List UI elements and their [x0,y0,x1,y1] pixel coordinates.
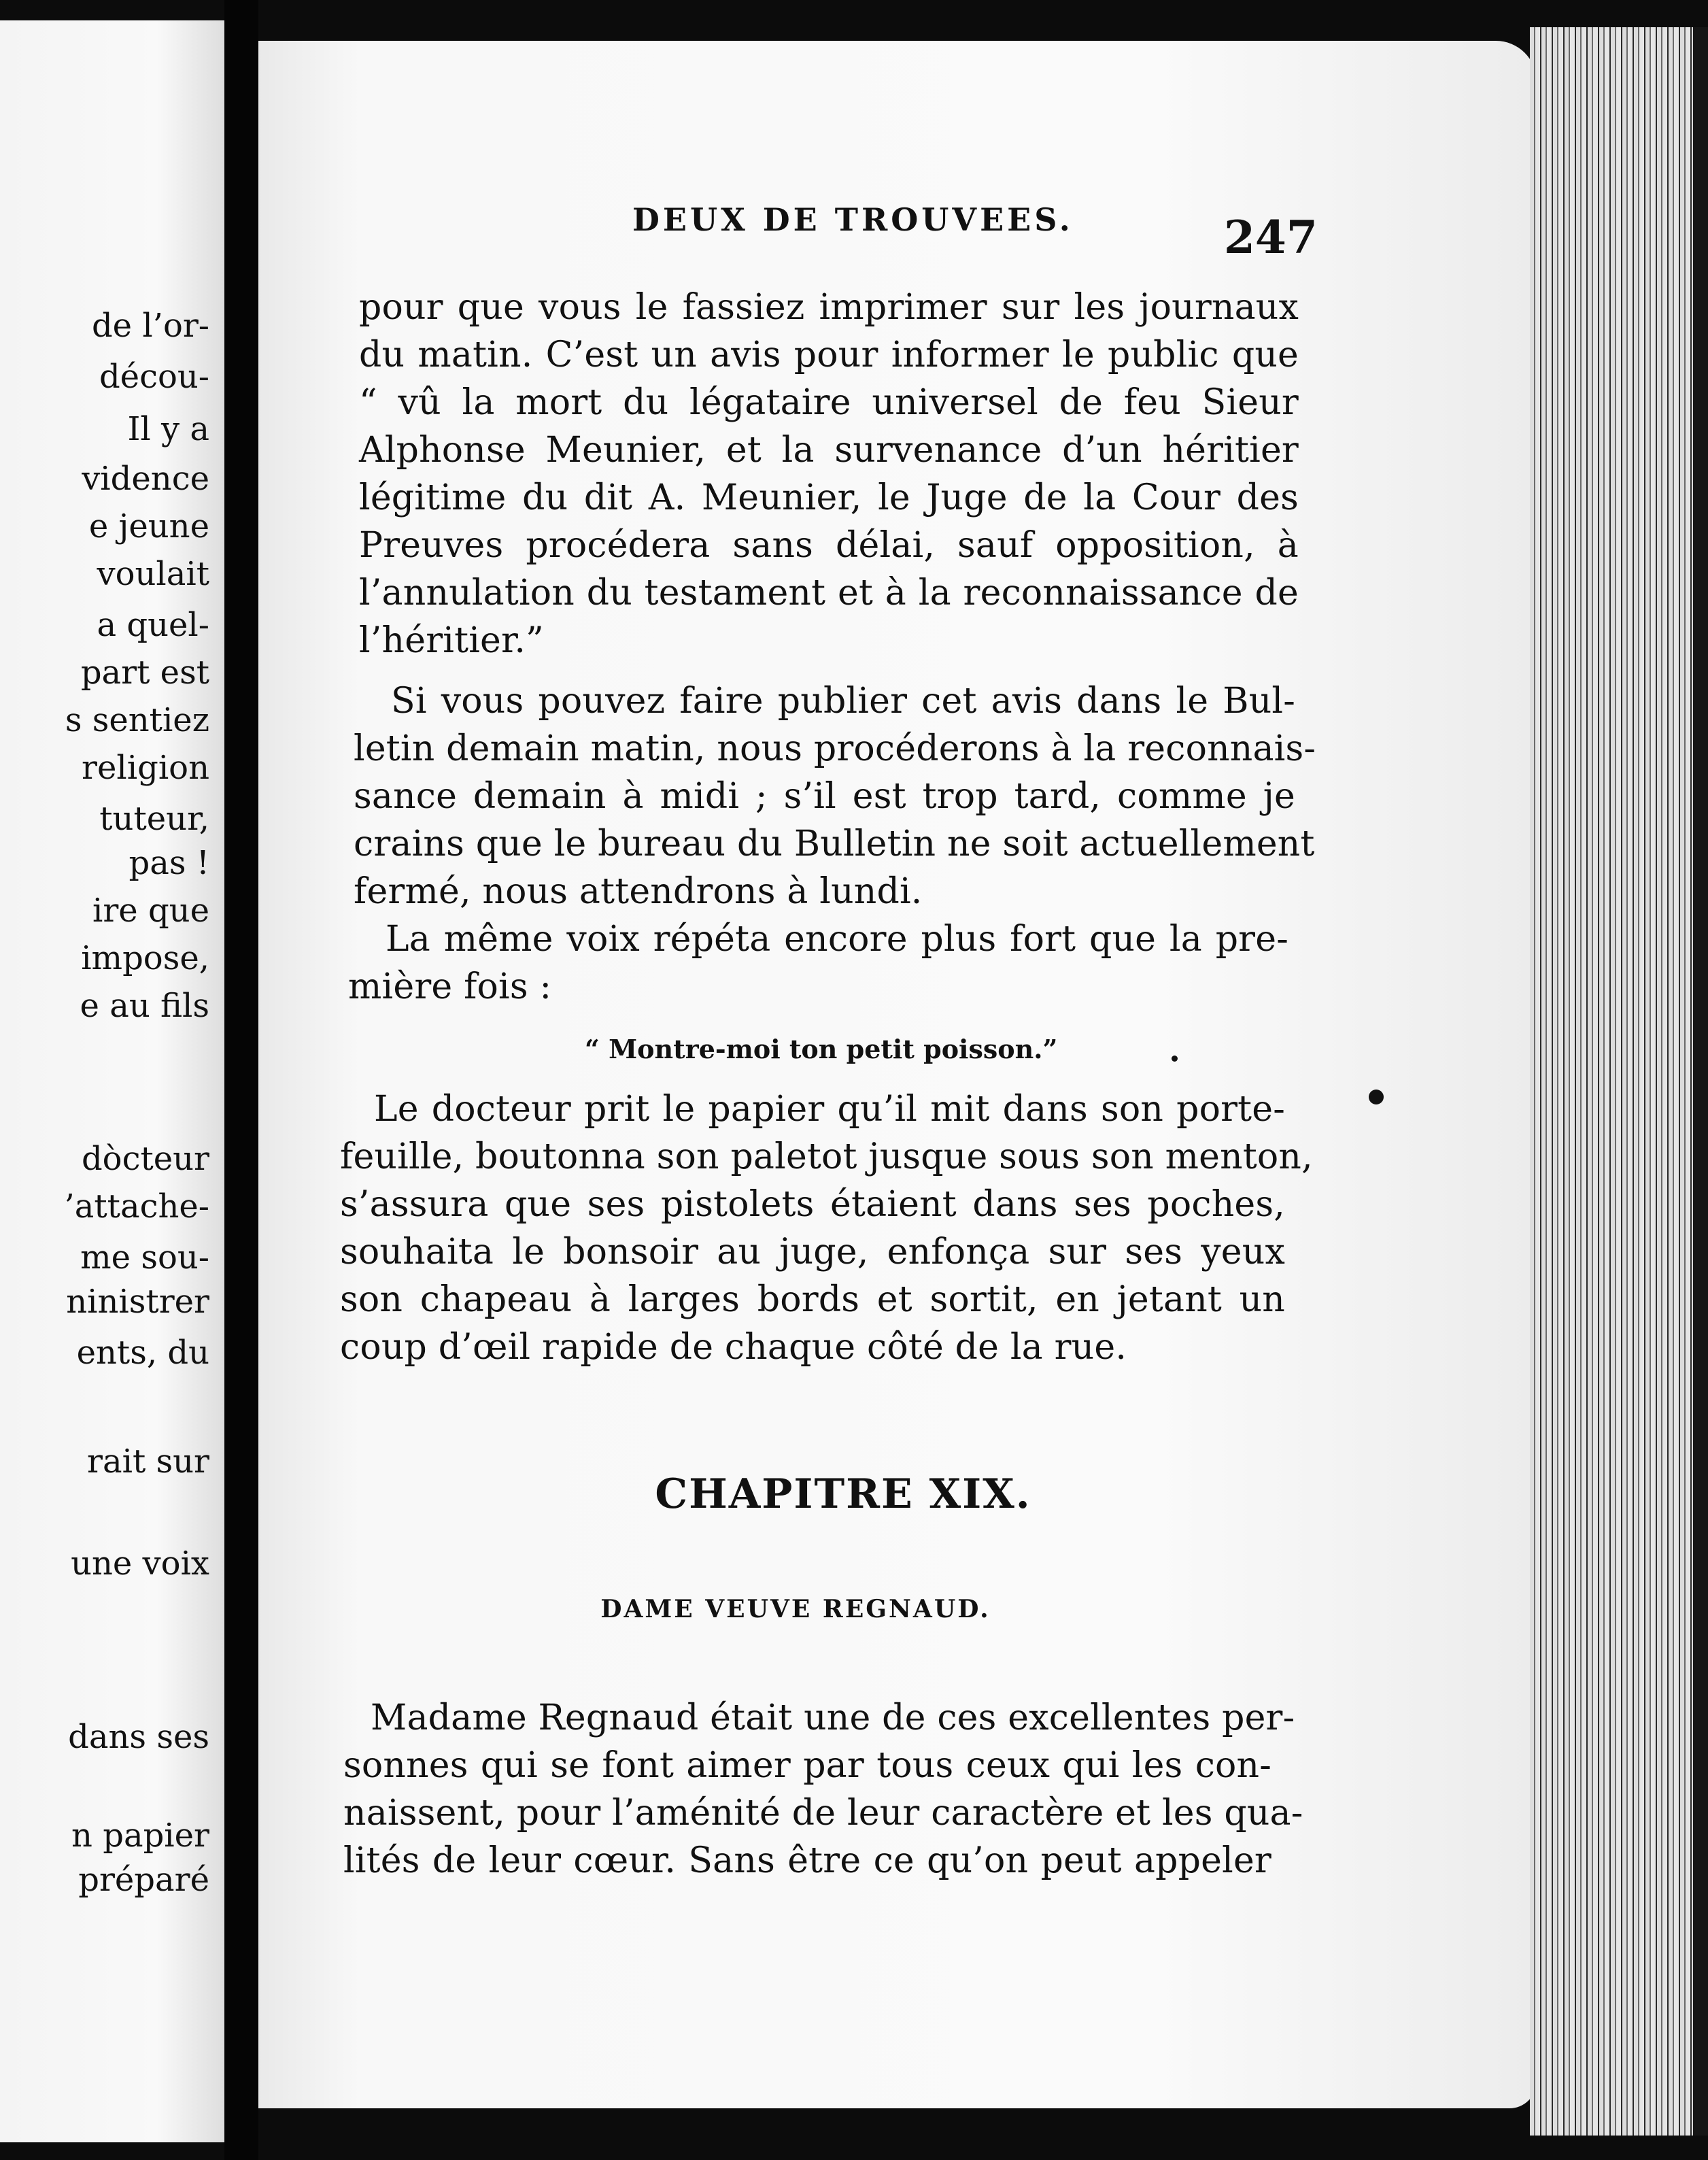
text-line: du matin. C’est un avis pour informer le public que [359,335,1299,375]
text-line: coup d’œil rapide de chaque côté de la rue. [340,1327,1127,1368]
previous-page-line: dòcteur [81,1140,209,1178]
previous-page-line: dans ses [68,1718,209,1756]
text-line: légitime du dit A. Meunier, le Juge de la Cour des [359,477,1299,518]
text-line: souhaita le bonsoir au juge, enfonça sur ses yeux [340,1232,1285,1272]
text-line: Madame Regnaud était une de ces excellentes per- [371,1698,1295,1738]
previous-page-line: de l’or- [91,307,209,345]
chapter-subtitle: DAME VEUVE REGNAUD. [600,1595,991,1623]
previous-page-fragment [0,20,224,2142]
previous-page-line: a quel- [97,606,209,644]
text-line: sonnes qui se font aimer par tous ceux qui les con- [343,1745,1271,1786]
ink-speck [1369,1090,1384,1104]
previous-page-line: me sou- [80,1238,209,1277]
text-line: pour que vous le fassiez imprimer sur les journaux [359,287,1299,328]
previous-page-line: une voix [71,1545,209,1583]
ink-speck [1172,1056,1178,1062]
text-line: Preuves procédera sans délai, sauf opposition, à [359,525,1299,566]
previous-page-line: ire que [92,892,209,930]
text-line: fermé, nous attendrons à lundi. [354,871,923,912]
previous-page-line: e jeune [88,507,209,545]
text-line: son chapeau à larges bords et sortit, en jetant un [340,1279,1285,1320]
previous-page-line: part est [80,654,209,692]
chapter-title: CHAPITRE XIX. [655,1470,1031,1518]
running-header: DEUX DE TROUVEES. [632,201,1074,238]
text-line: l’héritier.” [359,620,544,661]
previous-page-line: vidence [82,460,209,498]
previous-page-line: ninistrer [66,1283,209,1321]
previous-page-line: Il y a [127,410,209,448]
text-line: “ vû la mort du légataire universel de feu Sieur [359,382,1299,423]
previous-page-line: n papier [71,1817,209,1855]
previous-page-line: voulait [97,555,209,593]
text-line: Si vous pouvez faire publier cet avis dans le Bul- [391,681,1295,722]
previous-page-line: e au fils [80,987,209,1025]
text-line: s’assura que ses pistolets étaient dans ses poches, [340,1184,1285,1225]
text-line: letin demain matin, nous procéderons à la reconnais- [354,728,1316,769]
text-line: crains que le bureau du Bulletin ne soit actuellement [354,824,1315,864]
book-gutter [224,0,258,2160]
previous-page-line: pas ! [129,844,209,882]
text-line: feuille, boutonna son paletot jusque sous son menton, [340,1136,1313,1177]
text-line: mière fois : [348,966,552,1007]
page-number: 247 [1224,211,1318,264]
previous-page-line: s sentiez [65,701,209,739]
page-edges [1530,27,1693,2136]
text-line: sance demain à midi ; s’il est trop tard, comme je [354,776,1295,817]
previous-page-line: ’attache- [64,1187,209,1226]
quoted-line: “ Montre-moi ton petit poisson.” [585,1034,1058,1064]
text-line: naissent, pour l’aménité de leur caractère et les qua- [343,1793,1303,1834]
text-line: Le docteur prit le papier qu’il mit dans son porte- [374,1089,1285,1130]
text-line: l’annulation du testament et à la reconnaissance de [359,573,1299,613]
previous-page-line: tuteur, [99,800,209,838]
text-line: La même voix répéta encore plus fort que la pre- [386,919,1288,960]
previous-page-line: préparé [78,1861,209,1899]
text-line: lités de leur cœur. Sans être ce qu’on peut appeler [343,1840,1271,1881]
previous-page-line: ents, du [76,1334,209,1372]
previous-page-line: décou- [99,358,209,396]
previous-page-line: impose, [81,939,209,977]
previous-page-line: rait sur [87,1442,209,1481]
text-line: Alphonse Meunier, et la survenance d’un héritier [359,430,1299,471]
book-edge-shadow [1693,27,1708,2136]
previous-page-line: religion [82,749,209,787]
